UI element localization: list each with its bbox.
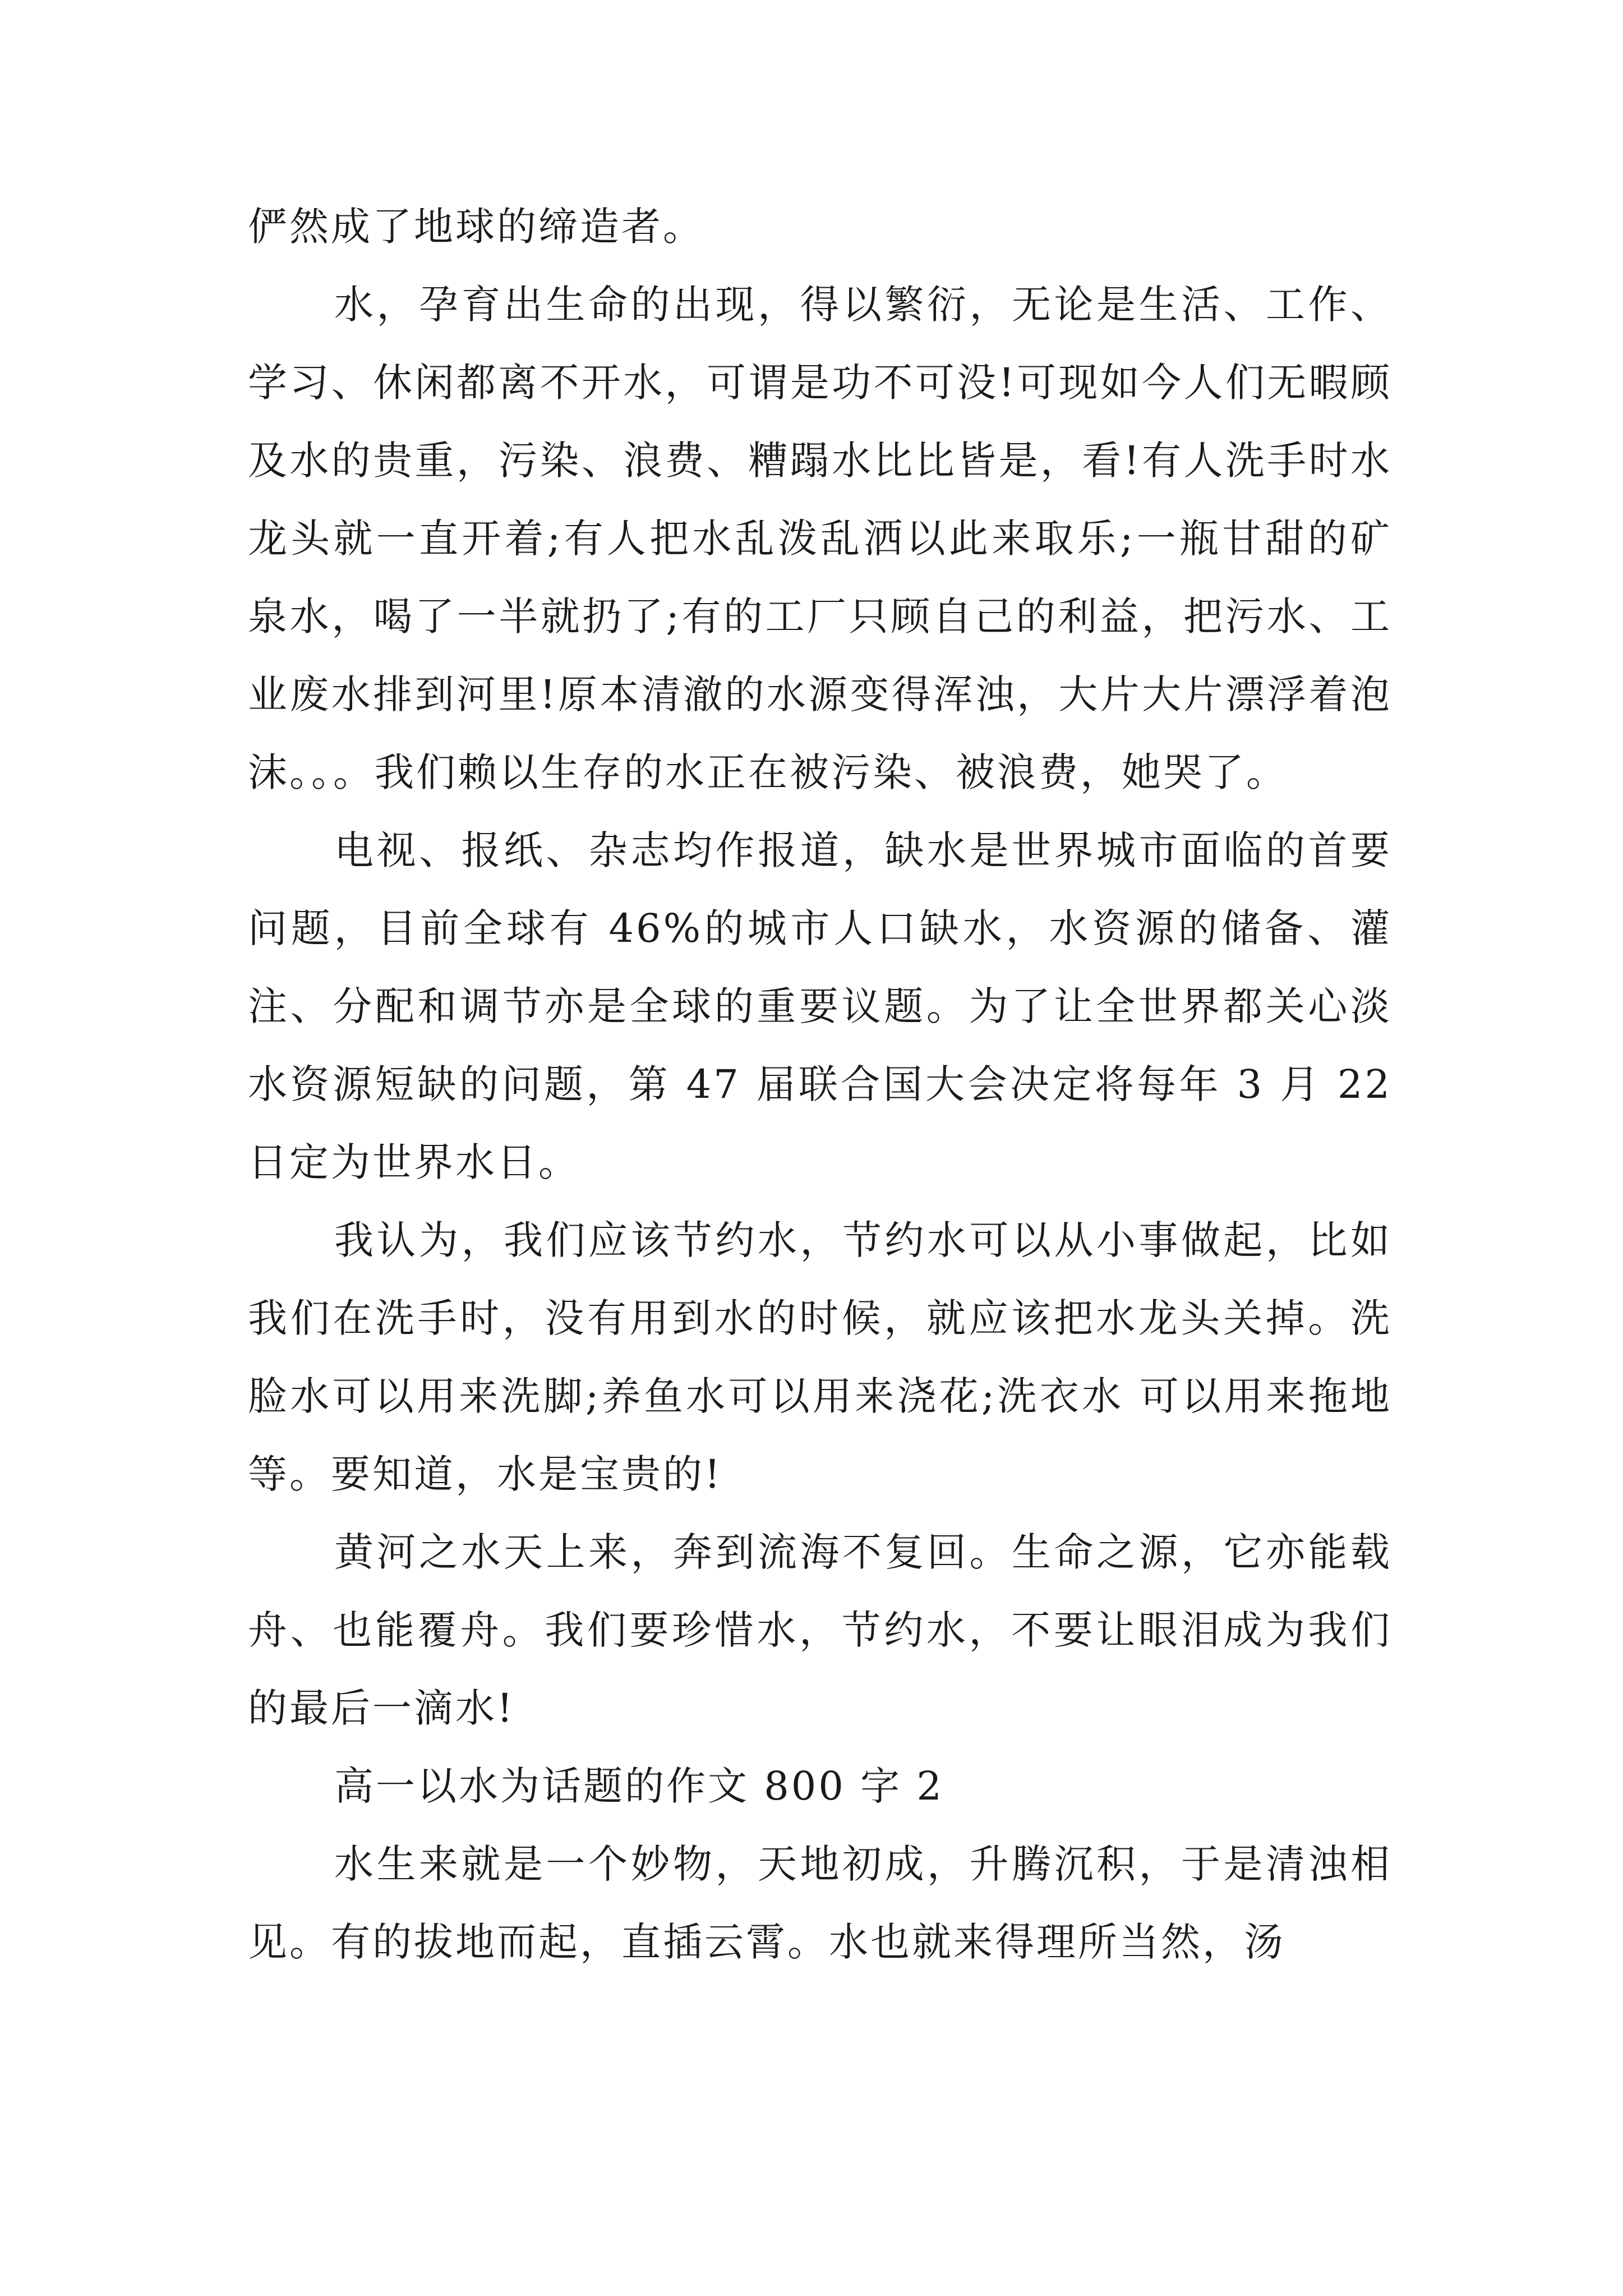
paragraph-water-wonder: 水生来就是一个妙物，天地初成，升腾沉积，于是清浊相见。有的拔地而起，直插云霄。水也就来得理所当然，汤 bbox=[248, 1841, 1392, 1965]
section-heading: 高一以水为话题的作文 800 字 2 bbox=[334, 1763, 944, 1809]
paragraph-save-water-tips: 我认为，我们应该节约水，节约水可以从小事做起，比如我们在洗手时，没有用到水的时候，就应该把水龙头关掉。洗脸水可以用来洗脚;养鱼水可以用来浇花;洗衣水 可以用来拖地等。要知道，水是宝贵的! bbox=[248, 1217, 1392, 1497]
paragraph-yellow-river: 黄河之水天上来，奔到流海不复回。生命之源，它亦能载舟、也能覆舟。我们要珍惜水，节约水，不要让眼泪成为我们的最后一滴水! bbox=[248, 1529, 1392, 1731]
document-body bbox=[248, 188, 1392, 1981]
paragraph-water-nurtures-life: 水，孕育出生命的出现，得以繁衍，无论是生活、工作、学习、休闲都离不开水，可谓是功不可没!可现如今人们无暇顾及水的贵重，污染、浪费、糟蹋水比比皆是，看!有人洗手时水龙头就一直开着;有人把水乱泼乱洒以此来取乐;一瓶甘甜的矿泉水，喝了一半就扔了;有的工厂只顾自己的利益，把污水、工业废水排到河里!原本清澈的水源变得浑浊，大片大片漂浮着泡沫。。。我们赖以生存的水正在被污染、被浪费，她哭了。 bbox=[248, 282, 1392, 795]
paragraph-water-shortage-news: 电视、报纸、杂志均作报道，缺水是世界城市面临的首要问题，目前全球有 46%的城市人口缺水，水资源的储备、灌注、分配和调节亦是全球的重要议题。为了让全世界都关心淡水资源短缺的问题，第 47 届联合国大会决定将每年 3 月 22 日定为世界水日。 bbox=[248, 827, 1392, 1185]
paragraph-continuation: 俨然成了地球的缔造者。 bbox=[248, 204, 704, 250]
